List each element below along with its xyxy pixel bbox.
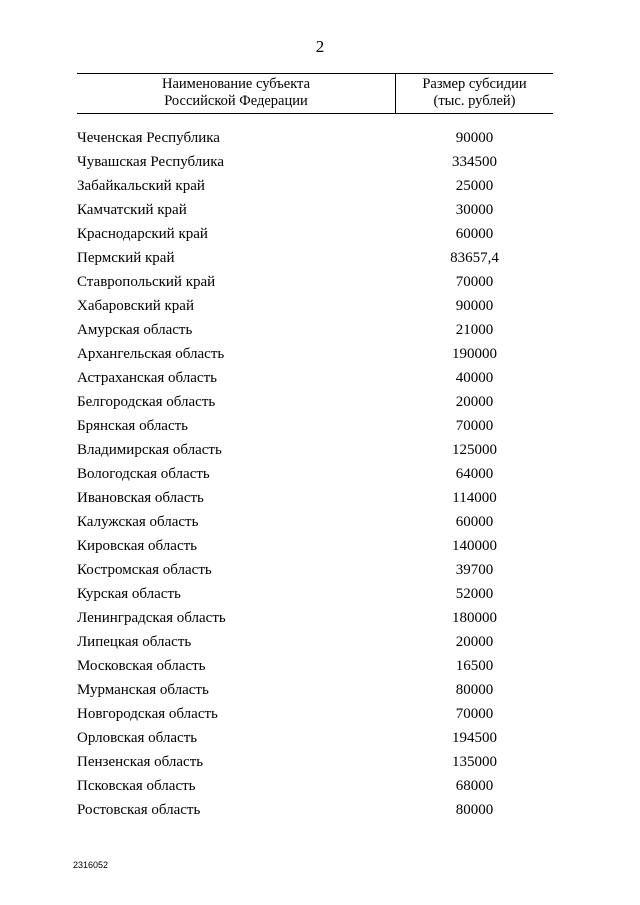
subsidy-amount: 140000 <box>452 538 497 554</box>
subsidy-amount: 60000 <box>455 226 494 242</box>
region-name: Чеченская Республика <box>77 130 220 146</box>
table-row <box>77 534 553 558</box>
table-row <box>77 342 553 366</box>
subsidy-amount: 16500 <box>455 658 494 674</box>
region-name: Камчатский край <box>77 202 187 218</box>
subsidy-amount: 83657,4 <box>450 250 499 266</box>
table-row <box>77 774 553 798</box>
subsidy-amount: 68000 <box>455 778 494 794</box>
header-region-name-line2: Российской Федерации <box>164 93 308 109</box>
header-region-name-line1: Наименование субъекта <box>161 76 311 92</box>
subsidy-amount: 190000 <box>452 346 497 362</box>
subsidy-amount: 135000 <box>452 754 497 770</box>
region-name: Орловская область <box>77 730 198 746</box>
subsidy-amount: 80000 <box>455 682 494 698</box>
subsidy-amount: 30000 <box>455 202 494 218</box>
table-row <box>77 582 553 606</box>
table-row <box>77 510 553 534</box>
region-name: Брянская область <box>77 418 189 434</box>
region-name: Калужская область <box>77 514 199 530</box>
subsidy-amount: 114000 <box>452 490 497 506</box>
region-name: Костромская область <box>77 562 212 578</box>
table-row <box>77 246 553 270</box>
subsidy-amount: 25000 <box>455 178 494 194</box>
region-name: Ростовская область <box>77 802 201 818</box>
region-name: Архангельская область <box>77 346 225 362</box>
region-name: Пермский край <box>77 250 175 266</box>
subsidy-amount: 60000 <box>455 514 494 530</box>
region-name: Забайкальский край <box>77 178 205 194</box>
table-row <box>77 654 553 678</box>
table-row <box>77 198 553 222</box>
document-code: 2316052 <box>73 860 109 870</box>
region-name: Новгородская область <box>77 706 218 722</box>
region-name: Липецкая область <box>77 634 192 650</box>
table-row <box>77 750 553 774</box>
region-name: Кировская область <box>77 538 198 554</box>
region-name: Краснодарский край <box>77 226 208 242</box>
region-name: Псковская область <box>77 778 196 794</box>
table-row <box>77 318 553 342</box>
header-subsidy-amount-line1: Размер субсидии <box>422 76 527 92</box>
table-row <box>77 270 553 294</box>
subsidy-amount: 80000 <box>455 802 494 818</box>
table-row <box>77 606 553 630</box>
region-name: Ленинградская область <box>77 610 226 626</box>
region-name: Московская область <box>77 658 206 674</box>
table-row <box>77 678 553 702</box>
region-name: Мурманская область <box>77 682 209 698</box>
region-name: Амурская область <box>77 322 193 338</box>
subsidy-amount: 39700 <box>455 562 494 578</box>
table-row <box>77 150 553 174</box>
region-name: Владимирская область <box>77 442 222 458</box>
subsidy-amount: 70000 <box>455 274 494 290</box>
subsidy-amount: 90000 <box>455 130 494 146</box>
subsidy-amount: 180000 <box>452 610 497 626</box>
table-row <box>77 174 553 198</box>
table-row <box>77 726 553 750</box>
subsidy-amount: 52000 <box>455 586 494 602</box>
region-name: Вологодская область <box>77 466 210 482</box>
table-row <box>77 558 553 582</box>
subsidy-amount: 21000 <box>455 322 494 338</box>
subsidy-amount: 194500 <box>452 730 497 746</box>
table-row <box>77 798 553 822</box>
header-region-name <box>77 76 395 110</box>
region-name: Астраханская область <box>77 370 217 386</box>
region-name: Ивановская область <box>77 490 204 506</box>
table-row <box>77 438 553 462</box>
subsidy-amount: 20000 <box>455 394 494 410</box>
table-body <box>77 126 553 822</box>
region-name: Пензенская область <box>77 754 204 770</box>
subsidy-amount: 70000 <box>455 418 494 434</box>
page-number: 2 <box>315 37 325 56</box>
subsidy-amount: 90000 <box>455 298 494 314</box>
header-subsidy-amount-line2: (тыс. рублей) <box>433 93 516 109</box>
table-row <box>77 390 553 414</box>
subsidy-amount: 40000 <box>455 370 494 386</box>
table-row <box>77 414 553 438</box>
region-name: Белгородская область <box>77 394 216 410</box>
region-name: Ставропольский край <box>77 274 216 290</box>
table-row <box>77 486 553 510</box>
table-row <box>77 366 553 390</box>
table-row <box>77 222 553 246</box>
subsidy-amount: 125000 <box>452 442 497 458</box>
region-name: Хабаровский край <box>77 298 194 314</box>
table-row <box>77 702 553 726</box>
subsidy-amount: 70000 <box>455 706 494 722</box>
table-row <box>77 294 553 318</box>
subsidy-amount: 334500 <box>452 154 497 170</box>
subsidy-amount: 20000 <box>455 634 494 650</box>
region-name: Чувашская Республика <box>77 154 225 170</box>
subsidy-amount: 64000 <box>455 466 494 482</box>
table-row <box>77 462 553 486</box>
table-row <box>77 126 553 150</box>
table-row <box>77 630 553 654</box>
header-subsidy-amount <box>396 76 553 110</box>
table-header <box>77 73 553 114</box>
region-name: Курская область <box>77 586 181 602</box>
